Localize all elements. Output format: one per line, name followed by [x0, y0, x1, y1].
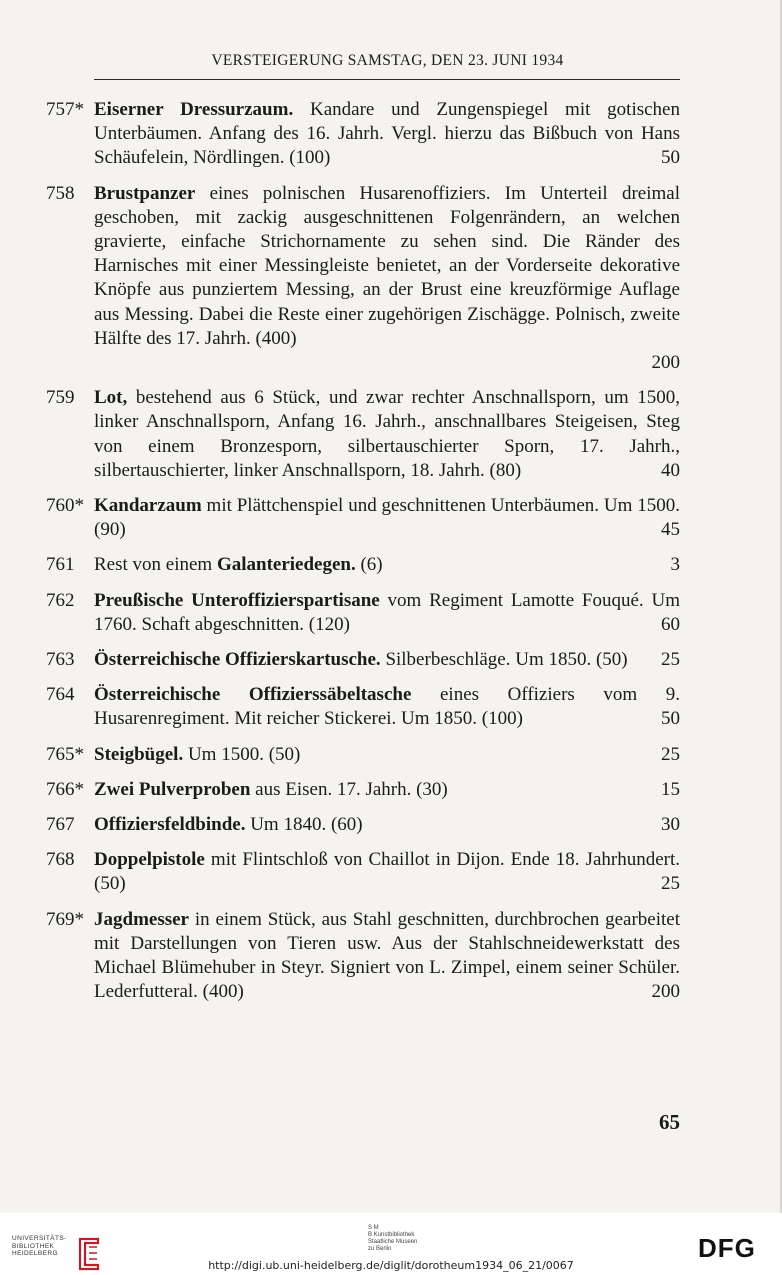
lot-number: 759	[46, 387, 75, 409]
lot-description	[94, 589, 680, 637]
lot-title: Österreichische Offizierskartusche.	[94, 649, 381, 671]
smb-line: S M	[368, 1225, 379, 1231]
lot-price: 25	[661, 873, 680, 895]
lot-entry	[46, 553, 680, 577]
lot-price: 40	[661, 459, 680, 481]
lot-title: Eiserner Dressurzaum.	[94, 99, 294, 120]
lot-text: Um 1840. (60)	[245, 814, 363, 836]
lot-number: 757*	[46, 99, 84, 120]
lot-entry	[46, 813, 680, 837]
lot-price: 50	[661, 708, 680, 730]
university-name-line: BIBLIOTHEK	[12, 1242, 55, 1250]
lot-text: mit Flintschloß von Chaillot in Dijon. Ende 18. Jahrhundert. (50)	[94, 849, 680, 895]
lot-number: 761	[46, 554, 75, 576]
lot-list	[46, 98, 680, 1016]
lot-entry	[46, 98, 680, 171]
dfg-logo[interactable]: DFG	[698, 1233, 756, 1263]
lot-title: Steigbügel.	[94, 743, 184, 765]
digitization-footer	[0, 1213, 782, 1275]
lot-entry	[46, 182, 680, 376]
lot-entry	[46, 386, 680, 483]
lot-title: Preußische Unteroffizierspartisane	[94, 589, 380, 611]
lot-title: Brustpanzer	[94, 182, 196, 204]
lot-title: Zwei Pulverproben	[94, 778, 251, 800]
lot-price: 45	[661, 519, 680, 541]
lot-text: vom Regiment Lamotte Fouqué. Um 1760. Schaft abgeschnitten. (120)	[94, 589, 680, 635]
lot-text-prefix: Rest von einem	[94, 554, 217, 576]
lot-description	[94, 848, 680, 896]
lot-price: 30	[661, 814, 680, 836]
lot-number: 768	[46, 849, 75, 871]
lot-entry	[46, 778, 680, 802]
lot-number: 767	[46, 814, 75, 836]
lot-price: 200	[651, 981, 680, 1003]
lot-price: 60	[661, 613, 680, 635]
university-name-line: HEIDELBERG	[12, 1250, 58, 1257]
lot-entry	[46, 683, 680, 731]
lot-text: eines Offiziers vom 9. Husarenregiment. Mit reicher Stickerei. Um 1850. (100)	[94, 684, 680, 730]
lot-text: aus Eisen. 17. Jahrh. (30)	[250, 778, 448, 800]
lot-number: 769*	[46, 908, 84, 930]
lot-description	[94, 813, 680, 837]
lot-entry	[46, 848, 680, 896]
header-rule	[94, 79, 680, 80]
lot-entry	[46, 589, 680, 637]
lot-description	[94, 182, 680, 376]
lot-description	[94, 648, 680, 672]
lot-number: 764	[46, 684, 75, 706]
lot-number: 762	[46, 589, 75, 611]
lot-entry	[46, 743, 680, 767]
smb-logo[interactable]	[368, 1225, 417, 1253]
lot-number: 763	[46, 649, 75, 671]
lot-entry	[46, 648, 680, 672]
lot-price: 25	[661, 649, 680, 671]
lot-text: bestehend aus 6 Stück, und zwar rechter Anschnallsporn, um 1500, linker Anschnallsporn, Anfang 16. Jahrh., anschnallbares Steigeisen, Steg von einem Bronzesporn, silbertauschierter Sporn, 17. Jahrh., silbertauschierter, linker Anschnallsporn, 18. Jahrh. (80)	[94, 387, 680, 481]
lot-text: eines polnischen Husarenoffiziers. Im Unterteil dreimal geschoben, mit zackig ausgeschnittenen Folgenrändern, an welchen gravierte, einfache Strichornamente zu sehen sind. Die Ränder des Harnisches mit einer Messingleiste benietet, an der Vorderseite dekorative Knöpfe aus punziertem Messing, an der Brust eine kreuzförmige Auflage aus Messing. Dabei die Reste einer zugehörigen Zischägge. Polnisch, zweite Hälfte des 17. Jahrh. (400)	[94, 182, 680, 349]
lot-price: 50	[661, 147, 680, 169]
lot-text: (6)	[355, 554, 383, 576]
lot-description	[94, 386, 680, 483]
lot-description	[94, 98, 680, 171]
permalink-url[interactable]: http://digi.ub.uni-heidelberg.de/diglit/dorotheum1934_06_21/0067	[208, 1259, 574, 1272]
lot-price: 15	[661, 778, 680, 800]
lot-text: in einem Stück, aus Stahl geschnitten, durchbrochen gearbeitet mit Darstellungen von Tieren usw. Aus der Stahlschneidewerkstatt des Michael Blümehuber in Steyr. Signiert von L. Zimpel, einem seiner Schüler. Lederfutteral. (400)	[94, 908, 680, 1003]
lot-entry	[46, 908, 680, 1005]
lot-description	[94, 553, 680, 577]
running-head: VERSTEIGERUNG SAMSTAG, DEN 23. JUNI 1934	[211, 52, 564, 69]
page-number: 65	[659, 1110, 680, 1134]
lot-title: Doppelpistole	[94, 849, 205, 871]
lot-number: 760*	[46, 495, 84, 517]
university-library-logo[interactable]	[12, 1235, 67, 1258]
lot-number: 758	[46, 182, 75, 204]
lot-description	[94, 494, 680, 542]
lot-description	[94, 908, 680, 1005]
lot-title: Jagdmesser	[94, 908, 189, 930]
lot-number: 766*	[46, 778, 84, 800]
lot-description	[94, 778, 680, 802]
lot-text: Kandare und Zungenspiegel mit gotischen Unterbäumen. Anfang des 16. Jahrh. Vergl. hierzu das Bißbuch von Hans Schäufelein, Nördlingen. (100)	[94, 99, 680, 169]
university-name-line: UNIVERSITÄTS-	[12, 1235, 67, 1242]
lot-text: mit Plättchenspiel und geschnittenen Unterbäumen. Um 1500. (90)	[94, 495, 680, 541]
lot-description	[94, 743, 680, 767]
lot-entry	[46, 494, 680, 542]
lot-text: Silberbeschläge. Um 1850. (50)	[380, 649, 628, 671]
lot-price: 200	[651, 352, 680, 374]
smb-line: zu Berlin	[368, 1246, 392, 1252]
lot-title: Kandarzaum	[94, 495, 202, 517]
lot-number: 765*	[46, 743, 84, 765]
lot-title: Österreichische Offizierssäbeltasche	[94, 684, 412, 706]
smb-line: Staatliche Museen	[368, 1239, 418, 1245]
lot-title: Offiziersfeldbinde.	[94, 814, 246, 836]
lot-price: 3	[670, 554, 680, 576]
smb-line: B Kunstbibliothek	[368, 1232, 415, 1238]
lot-title: Lot,	[94, 387, 128, 409]
lot-description	[94, 683, 680, 731]
lot-price: 25	[661, 743, 680, 765]
lot-text: Um 1500. (50)	[183, 743, 301, 765]
lot-title: Galanteriedegen.	[216, 554, 356, 576]
